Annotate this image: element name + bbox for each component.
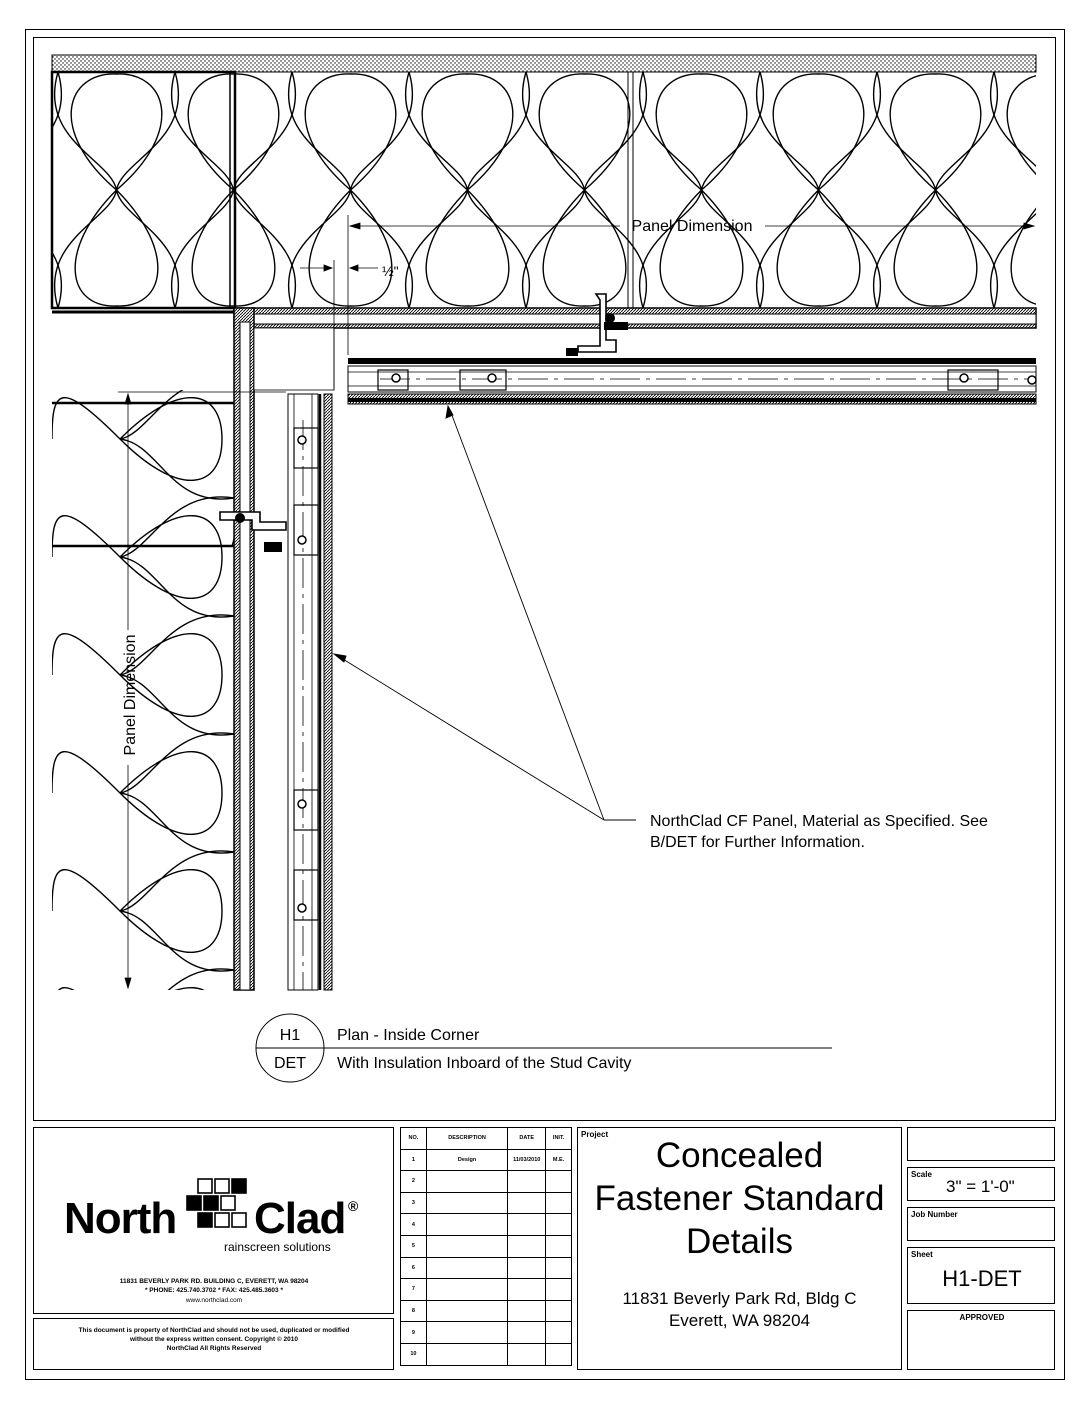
left-batt-insulation [52, 261, 234, 1089]
rev-date [508, 1257, 546, 1279]
dim-vertical-label: Panel Dimension [122, 634, 139, 756]
rev-no: 6 [401, 1257, 427, 1279]
rev-date [508, 1322, 546, 1344]
rev-no: 9 [401, 1322, 427, 1344]
scale-value: 3" = 1'-0" [946, 1177, 1015, 1196]
disclaimer-line3: NorthClad All Rights Reserved [166, 1345, 262, 1352]
logo-clad: Clad [254, 1194, 346, 1243]
northclad-logo [64, 1178, 374, 1258]
rev-date: 11/03/2010 [508, 1149, 546, 1171]
rev-init [546, 1192, 572, 1214]
logo-north: North [64, 1194, 177, 1243]
revision-row [401, 1322, 572, 1344]
project-label: Project [581, 1130, 609, 1139]
disclaimer-line1: This document is property of NorthClad and should not be used, duplicated or modified [78, 1327, 350, 1334]
vertical-dimension [118, 392, 286, 988]
rev-no: 4 [401, 1214, 427, 1236]
rev-description [426, 1235, 507, 1257]
rev-init [546, 1300, 572, 1322]
callout-line1: NorthClad CF Panel, Material as Specified. See [650, 813, 988, 830]
scale-label: Scale [911, 1170, 932, 1179]
rev-description [426, 1279, 507, 1301]
project-title-line3: Details [686, 1222, 793, 1261]
rev-init: M.E. [546, 1149, 572, 1171]
project-title-line1: Concealed [655, 1136, 824, 1175]
revision-row [401, 1279, 572, 1301]
dim-horizontal-label: Panel Dimension [631, 218, 753, 235]
rev-header-init: INIT. [546, 1128, 572, 1150]
approved-label: APPROVED [959, 1313, 1005, 1322]
batt-loop [172, 72, 296, 306]
detail-title: Plan - Inside Corner [337, 1027, 480, 1044]
batt-loop [55, 72, 179, 306]
batt-loop [52, 851, 234, 971]
batt-loop [757, 72, 881, 306]
rev-no: 7 [401, 1279, 427, 1301]
logo-registered: ® [348, 1198, 359, 1214]
batt-loop [52, 379, 234, 499]
rev-init [546, 1343, 572, 1365]
rev-description: Design [426, 1149, 507, 1171]
batt-loop [52, 497, 234, 617]
rev-no: 8 [401, 1300, 427, 1322]
detail-subtitle: With Insulation Inboard of the Stud Cavity [337, 1055, 632, 1072]
rev-no: 1 [401, 1149, 427, 1171]
revision-row [401, 1257, 572, 1279]
rev-init [546, 1279, 572, 1301]
rev-description [426, 1171, 507, 1193]
exterior-finish-strip [52, 55, 1036, 72]
rev-init [546, 1214, 572, 1236]
rev-description [426, 1322, 507, 1344]
sheet-value: H1-DET [942, 1266, 1022, 1291]
rev-description [426, 1192, 507, 1214]
company-address: 11831 BEVERLY PARK RD. BUILDING C, EVERETT, WA 98204 [119, 1278, 309, 1285]
rev-header-date: DATE [508, 1128, 546, 1150]
rev-description [426, 1257, 507, 1279]
sheet-field [907, 1247, 1055, 1304]
logo-grid-icon [186, 1178, 248, 1240]
rev-no: 2 [401, 1171, 427, 1193]
approved-field [907, 1310, 1055, 1370]
rev-no: 5 [401, 1235, 427, 1257]
blank-field [907, 1127, 1055, 1161]
rev-description [426, 1214, 507, 1236]
rev-init [546, 1322, 572, 1344]
rev-header-no: NO. [401, 1128, 427, 1150]
detail-number: H1 [279, 1027, 301, 1044]
project-address-line1: 11831 Beverly Park Rd, Bldg C [622, 1289, 857, 1308]
batt-loop [640, 72, 764, 306]
revision-row [401, 1171, 572, 1193]
batt-loop [991, 72, 1088, 306]
revision-row [401, 1235, 572, 1257]
company-web: www.northclad.com [185, 1297, 243, 1304]
job-number-field [907, 1207, 1055, 1241]
batt-loop [52, 969, 234, 1089]
rev-no: 10 [401, 1343, 427, 1365]
revision-table [400, 1127, 572, 1366]
rev-date [508, 1192, 546, 1214]
rev-header-description: DESCRIPTION [426, 1128, 507, 1150]
batt-loop [52, 733, 234, 853]
batt-loop [52, 615, 234, 735]
project-address-line2: Everett, WA 98204 [668, 1311, 811, 1330]
top-batt-insulation [0, 72, 1088, 308]
revision-row [401, 1214, 572, 1236]
revision-row [401, 1300, 572, 1322]
revision-row [401, 1343, 572, 1365]
job-number-label: Job Number [911, 1210, 958, 1219]
rev-date [508, 1343, 546, 1365]
rev-init [546, 1235, 572, 1257]
batt-loop [991, 74, 1088, 308]
half-inch-label: ½" [382, 263, 399, 279]
project-title-line2: Fastener Standard [594, 1179, 885, 1218]
stud-top [52, 72, 235, 308]
revision-header [401, 1128, 572, 1150]
detail-sheet: DET [274, 1055, 306, 1072]
sheet-label: Sheet [911, 1250, 933, 1259]
company-phone: * PHONE: 425.740.3702 * FAX: 425.485.3603 * [144, 1287, 284, 1294]
revision-row [401, 1149, 572, 1171]
logo-tagline: rainscreen solutions [224, 1240, 331, 1254]
disclaimer-line2: without the express written consent. Copyright © 2010 [129, 1336, 299, 1343]
callout-leaders [334, 406, 636, 820]
rev-date [508, 1300, 546, 1322]
rev-date [508, 1171, 546, 1193]
batt-loop [52, 261, 234, 381]
callout-line2: B/DET for Further Information. [650, 834, 865, 851]
rev-date [508, 1214, 546, 1236]
rev-date [508, 1235, 546, 1257]
rev-date [508, 1279, 546, 1301]
rev-no: 3 [401, 1192, 427, 1214]
revision-row [401, 1192, 572, 1214]
batt-loop [406, 72, 530, 306]
scale-field [907, 1167, 1055, 1201]
rev-description [426, 1300, 507, 1322]
rev-init [546, 1257, 572, 1279]
batt-loop [874, 72, 998, 306]
rev-description [426, 1343, 507, 1365]
rev-init [546, 1171, 572, 1193]
